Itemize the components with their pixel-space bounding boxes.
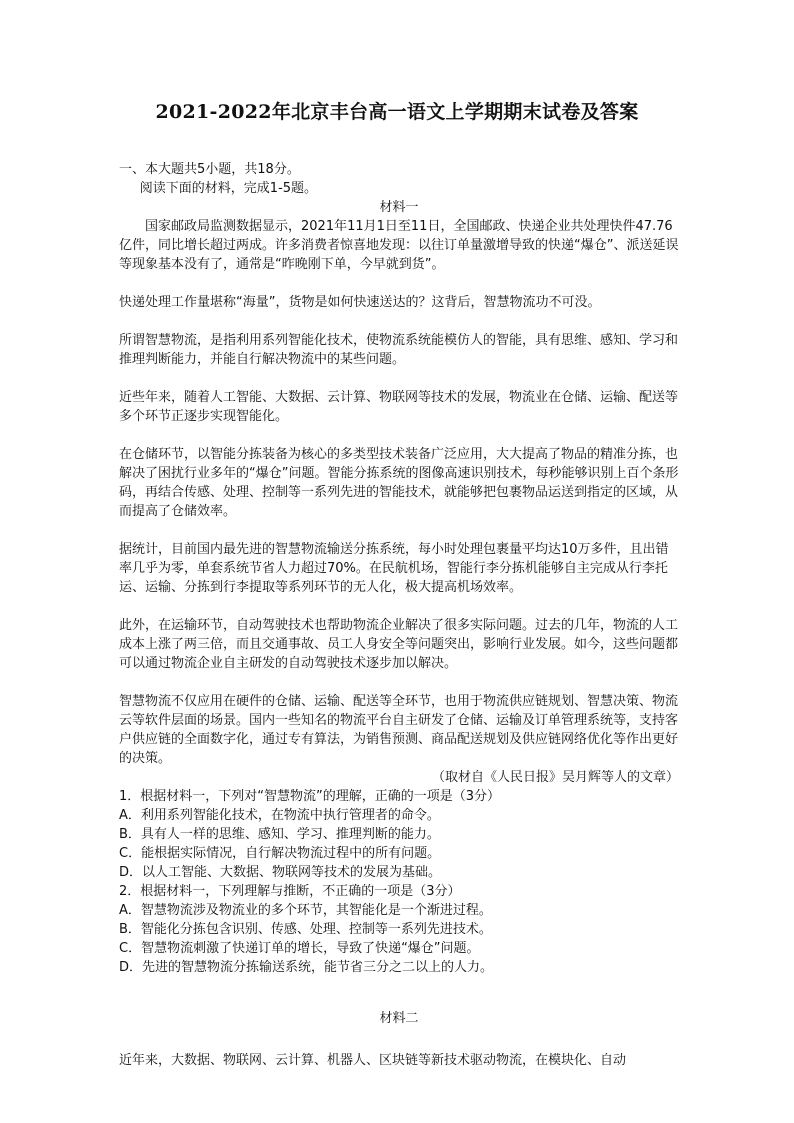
document-title: 2021-2022年北京丰台高一语文上学期期末试卷及答案 [155,101,639,123]
question-option: A．利用系列智能化技术，在物流中执行管理者的命令。 [119,808,440,823]
question-option: B．具有人一样的思维、感知、学习、推理判断的能力。 [119,827,440,842]
question-option: D．先进的智慧物流分拣输送系统，能节省三分之二以上的人力。 [119,960,494,975]
material2-paragraph: 近年来，大数据、物联网、云计算、机器人、区块链等新技术驱动物流，在模块化、自动 [119,1053,627,1068]
material1-paragraph: 国家邮政局监测数据显示，2021年11月1日至11日，全国邮政、快递企业共处理快件47.76亿件，同比增长超过两成。许多消费者惊喜地发现：以往订单量激增导致的快递“爆仓”、派送延误等现象基本没有了，通常是“昨晚刚下单，今早就到货”。 [119,219,679,272]
document-body [119,160,679,1070]
material1-paragraph: 据统计，目前国内最先进的智慧物流输送分拣系统，每小时处理包裹量平均达10万多件，且出错率几乎为零，单套系统节省人力超过70%。在民航机场，智能行李分拣机能够自主完成从行李托运、运输、分拣到行李提取等系列环节的无人化，极大提高机场效率。 [119,542,669,595]
question-option: C．能根据实际情况，自行解决物流过程中的所有问题。 [119,846,441,861]
material1-paragraph: 在仓储环节，以智能分拣装备为核心的多类型技术装备广泛应用，大大提高了物品的精准分拣，也解决了困扰行业多年的“爆仓”问题。智能分拣系统的图像高速识别技术，每秒能够识别上百个条形码，再结合传感、处理、控制等一系列先进的智能技术，就能够把包裹物品运送到指定的区域，从而提高了仓储效率。 [119,447,679,519]
material1-paragraph: 近些年来，随着人工智能、大数据、云计算、物联网等技术的发展，物流业在仓储、运输、配送等多个环节正逐步实现智能化。 [119,390,679,424]
section-instruction: 阅读下面的材料，完成1-5题。 [139,181,318,196]
material1-heading: 材料一 [379,200,419,215]
question-option: B．智能化分拣包含识别、传感、处理、控制等一系列先进技术。 [119,922,492,937]
material2-heading: 材料二 [379,1011,419,1026]
material1-paragraph: 智慧物流不仅应用在硬件的仓储、运输、配送等全环节，也用于物流供应链规划、智慧决策、物流云等软件层面的场景。国内一些知名的物流平台自主研发了仓储、运输及订单管理系统等，支持客户供应链的全面数字化，通过专有算法，为销售预测、商品配送规划及供应链网络优化等作出更好的决策。 [119,694,679,766]
question-option: D．以人工智能、大数据、物联网等技术的发展为基础。 [119,865,442,880]
material1-paragraph: 快递处理工作量堪称“海量”，货物是如何快速送达的？这背后，智慧物流功不可没。 [119,295,601,310]
question-option: C．智慧物流刺激了快递订单的增长，导致了快递“爆仓”问题。 [119,941,480,956]
material1-paragraph: 所谓智慧物流，是指利用系列智能化技术，使物流系统能模仿人的智能，具有思维、感知、学习和推理判断能力，并能自行解决物流中的某些问题。 [119,333,679,367]
question-stem: 1．根据材料一，下列对“智慧物流”的理解，正确的一项是（3分） [119,789,501,804]
question-option: A．智慧物流涉及物流业的多个环节，其智能化是一个渐进过程。 [119,903,492,918]
question-stem: 2．根据材料一，下列理解与推断，不正确的一项是（3分） [119,884,461,899]
material1-paragraph: 此外，在运输环节，自动驾驶技术也帮助物流企业解决了很多实际问题。过去的几年，物流的人工成本上涨了两三倍，而且交通事故、员工人身安全等问题突出，影响行业发展。如今，这些问题都可以通过物流企业自主研发的自动驾驶技术逐步加以解决。 [119,618,679,671]
material1-source: （取材自《人民日报》吴月辉等人的文章） [431,770,679,785]
section-heading: 一、本大题共5小题，共18分。 [119,162,300,177]
